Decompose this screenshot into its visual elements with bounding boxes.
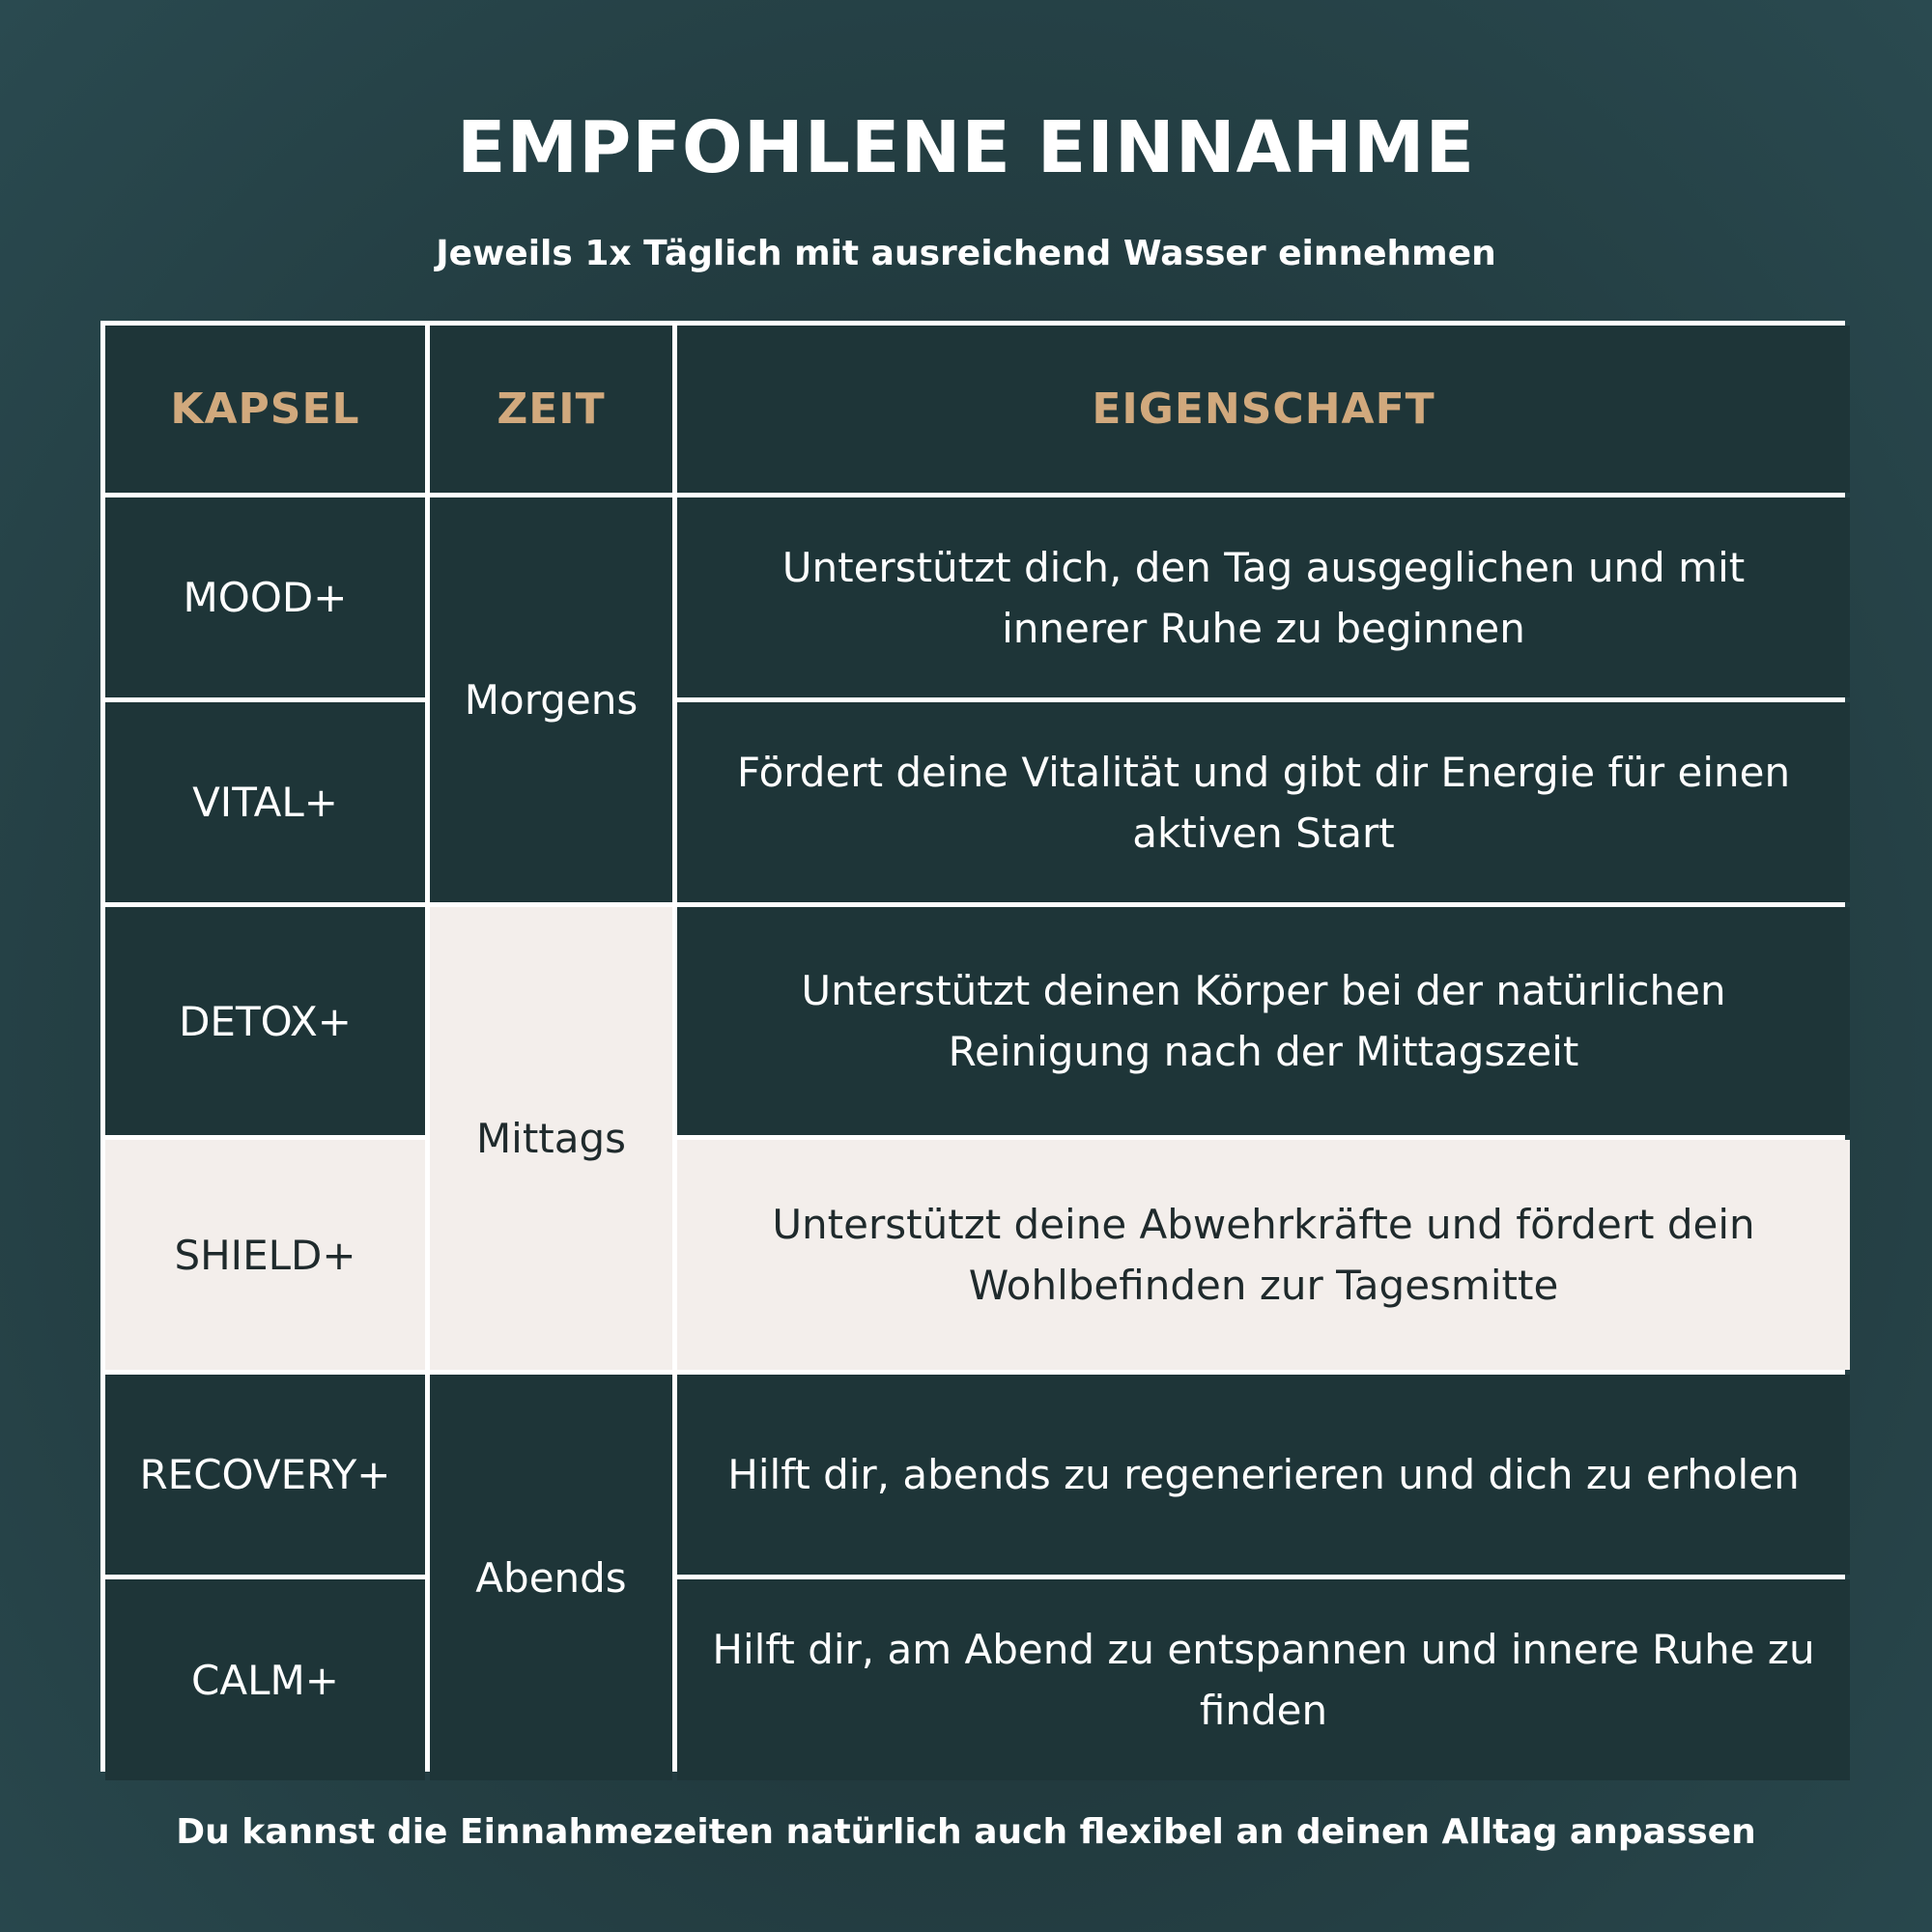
capsule-description-vital: Fördert deine Vitalität und gibt dir Energie für einen aktiven Start: [677, 702, 1850, 902]
capsule-description-mood: Unterstützt dich, den Tag ausgeglichen und mit innerer Ruhe zu beginnen: [677, 497, 1850, 697]
capsule-name-recovery: RECOVERY+: [105, 1375, 425, 1575]
capsule-name-calm: CALM+: [105, 1579, 425, 1780]
footer-note: Du kannst die Einnahmezeiten natürlich auch flexibel an deinen Alltag anpassen: [176, 1812, 1756, 1852]
intake-table: [100, 321, 1845, 1772]
header-eigenschaft: EIGENSCHAFT: [677, 326, 1850, 493]
page-title: EMPFOHLENE EINNAHME: [456, 106, 1476, 189]
capsule-description-shield: Unterstützt deine Abwehrkräfte und fördert dein Wohlbefinden zur Tagesmitte: [677, 1140, 1850, 1370]
capsule-description-calm: Hilft dir, am Abend zu entspannen und innere Ruhe zu finden: [677, 1579, 1850, 1780]
time-morgens: Morgens: [430, 497, 672, 902]
capsule-name-mood: MOOD+: [105, 497, 425, 697]
header-kapsel: KAPSEL: [105, 326, 425, 493]
capsule-name-shield: SHIELD+: [105, 1140, 425, 1370]
time-abends: Abends: [430, 1375, 672, 1780]
capsule-name-vital: VITAL+: [105, 702, 425, 902]
capsule-name-detox: DETOX+: [105, 907, 425, 1135]
header-zeit: ZEIT: [430, 326, 672, 493]
capsule-description-detox: Unterstützt deinen Körper bei der natürlichen Reinigung nach der Mittagszeit: [677, 907, 1850, 1135]
capsule-description-recovery: Hilft dir, abends zu regenerieren und dich zu erholen: [677, 1375, 1850, 1575]
time-mittags: Mittags: [430, 907, 672, 1370]
page-subtitle: Jeweils 1x Täglich mit ausreichend Wasser einnehmen: [436, 234, 1496, 273]
